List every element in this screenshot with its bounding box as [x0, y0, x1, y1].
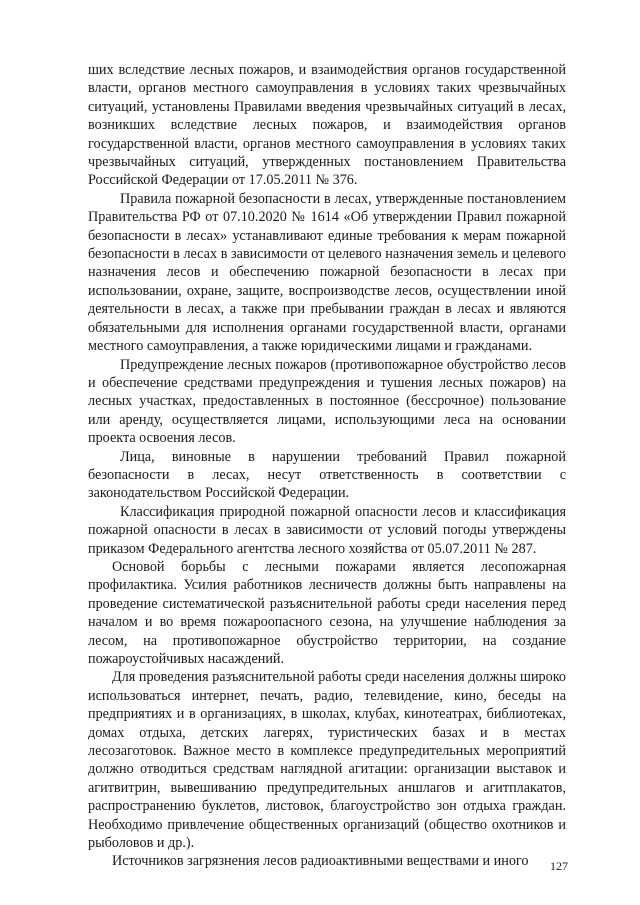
paragraph: Правила пожарной безопасности в лесах, утвержденные постановлением Правительства РФ от 07.10.2020 № 1614 «Об утверждении Правил пожарной безопасности в лесах» устанавливают единые требования к мерам пожарной безопасности в лесах в зависимости от целевого назначения земель и целевого назначения лесов и обеспечению пожарной безопасности в лесах при использовании, охране, защите, воспроизводстве лесов, осуществлении иной деятельности в лесах, а также при пребывании граждан в лесах и являются обязательными для исполнения органами государственной власти, органами местного самоуправления, а также юридическими лицами и гражданами. [88, 190, 566, 355]
paragraph: Предупреждение лесных пожаров (противопожарное обустройство лесов и обеспечение средствами предупреждения и тушения лесных пожаров) на лесных участках, предоставленных в постоянное (бессрочное) пользование или аренду, осуществляется лицами, использующими леса на основании проекта освоения лесов. [88, 356, 566, 447]
paragraph: Основой борьбы с лесными пожарами является лесопожарная профилактика. Усилия работников лесничеств должны быть направлены на проведение систематической разъяснительной работы среди населения перед началом и во время пожароопасного сезона, на улучшение наблюдения за лесом, на противопожарное обустройство территории, на создание пожароустойчивых насаждений. [88, 558, 566, 667]
paragraph: Для проведения разъяснительной работы среди населения должны широко использоваться интернет, печать, радио, телевидение, кино, беседы на предприятиях и в организациях, в школах, клубах, кинотеатрах, библиотеках, домах отдыха, детских лагерях, туристических базах и в местах лесозаготовок. Важное место в комплексе предупредительных мероприятий должно отводиться средствам наглядной агитации: организации выставок и агитвитрин, вывешиванию предупредительных аншлагов и агитплакатов, распространению буклетов, листовок, благоустройство зон отдыха граждан. Необходимо привлечение общественных организаций (общество охотников и рыболовов и др.). [88, 669, 566, 852]
paragraph: Источников загрязнения лесов радиоактивными веществами и иного [112, 853, 529, 870]
page-number: 127 [550, 859, 568, 873]
page-body [88, 61, 566, 871]
paragraph: Лица, виновные в нарушении требований Правил пожарной безопасности в лесах, несут ответственность в соответствии с законодательством Российской Федерации. [88, 448, 566, 502]
paragraph: ших вследствие лесных пожаров, и взаимодействия органов государственной власти, органов местного самоуправления в условиях таких чрезвычайных ситуаций, установлены Правилами введения чрезвычайных ситуаций в лесах, возникших вследствие лесных пожаров, и взаимодействия органов государственной власти, органов местного самоуправления в условиях таких чрезвычайных ситуаций, утвержденных постановлением Правительства Российской Федерации от 17.05.2011 № 376. [88, 62, 566, 189]
paragraph: Классификация природной пожарной опасности лесов и классификация пожарной опасности в лесах в зависимости от условий погоды утверждены приказом Федерального агентства лесного хозяйства от 05.07.2011 № 287. [88, 503, 566, 557]
